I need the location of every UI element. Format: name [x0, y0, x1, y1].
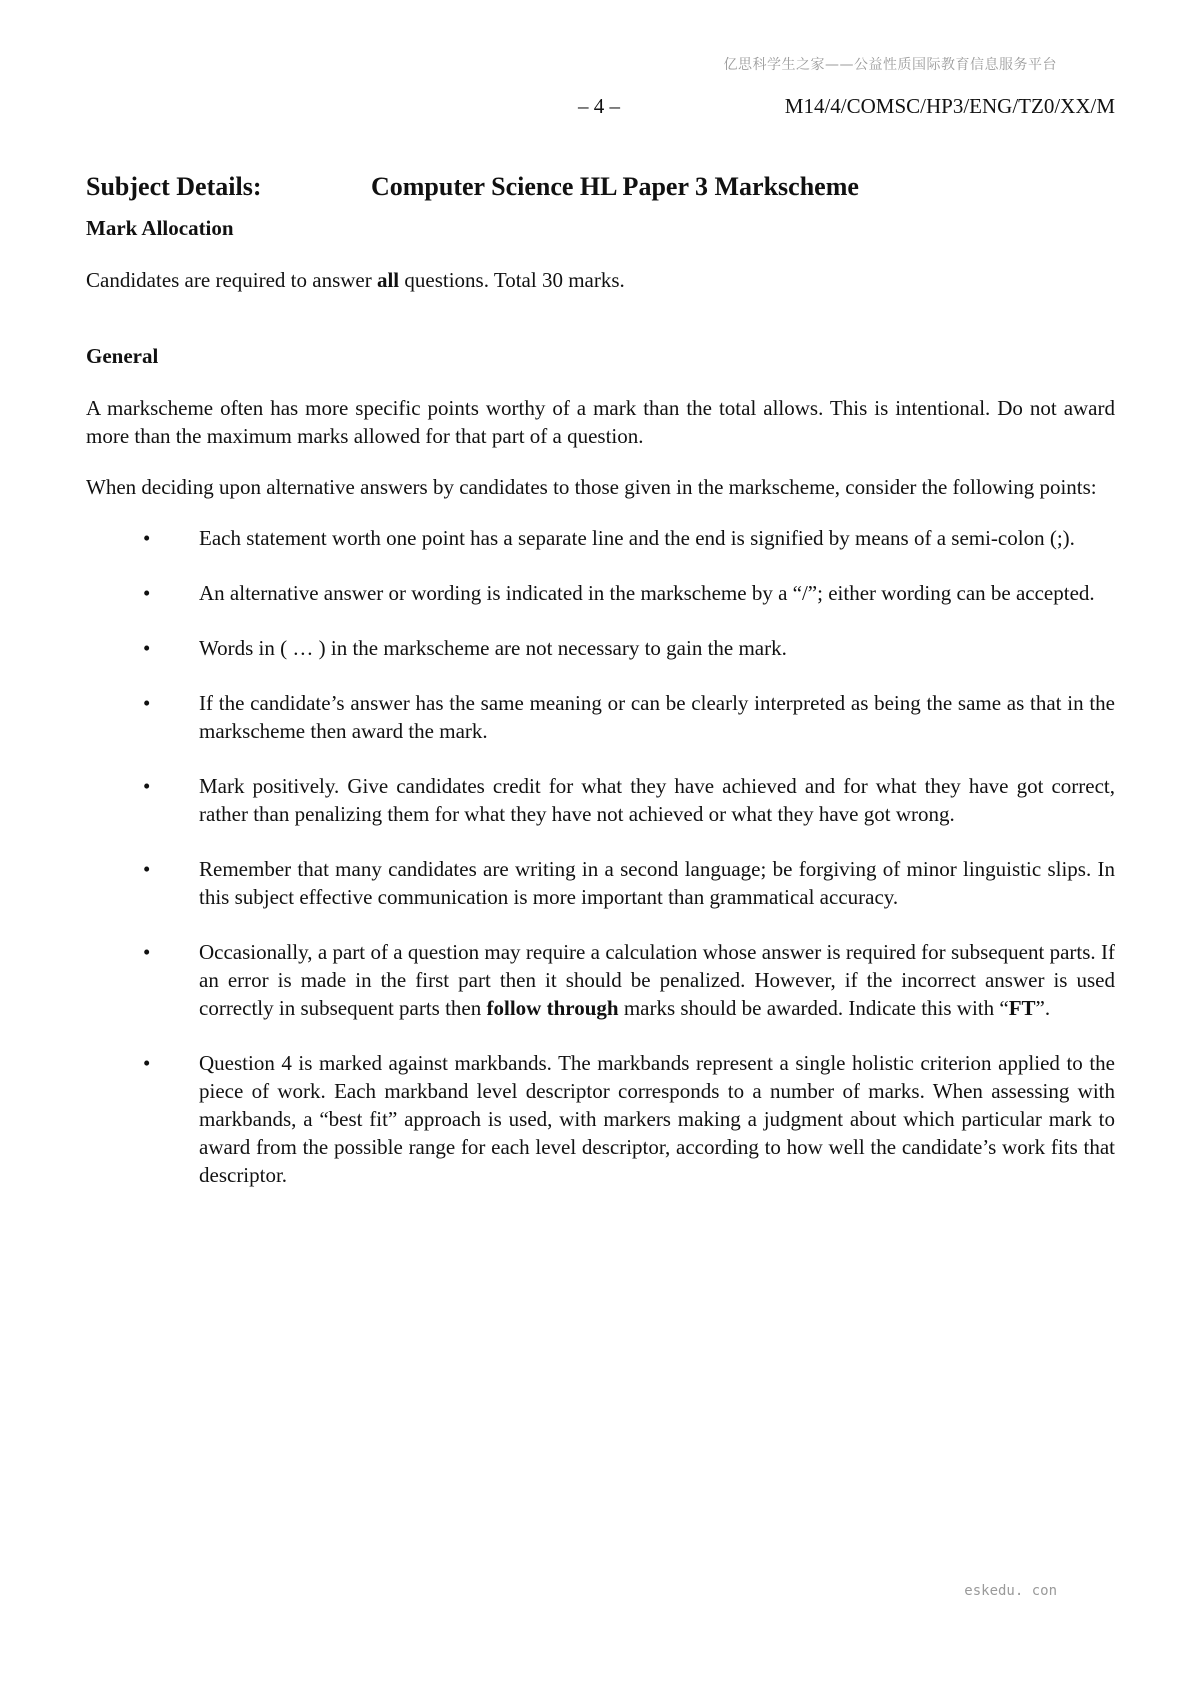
general-paragraph-2: When deciding upon alternative answers by candidates to those given in the markscheme, consider the following points: [86, 475, 1097, 499]
list-item-text: An alternative answer or wording is indicated in the markscheme by a “/”; either wording can be accepted. [199, 581, 1095, 605]
bullet-icon: • [143, 581, 151, 605]
list-item [86, 1049, 1115, 1189]
page-number: – 4 – [578, 94, 620, 118]
page-header [0, 94, 1191, 124]
bullet-icon: • [143, 1051, 151, 1075]
text-span: Candidates are required to answer [86, 268, 377, 292]
list-item-text [199, 940, 1115, 1020]
subject-details [86, 172, 859, 202]
bold-all: all [376, 268, 400, 292]
watermark-top: 亿思科学生之家——公益性质国际教育信息服务平台 [723, 57, 1057, 73]
bullet-icon: • [143, 636, 151, 660]
list-item [86, 579, 1115, 607]
list-item [86, 524, 1115, 552]
list-item-text: Words in ( … ) in the markscheme are not necessary to gain the mark. [199, 636, 787, 660]
subject-label: Subject Details: [86, 172, 262, 201]
list-item-text: If the candidate’s answer has the same meaning or can be clearly interpreted as being the same as that in the markscheme then award the mark. [199, 691, 1115, 743]
list-item [86, 634, 1115, 662]
list-item [86, 772, 1115, 828]
text-span: ”. [1035, 996, 1051, 1020]
mark-allocation-heading: Mark Allocation [86, 216, 234, 240]
list-item-text: Remember that many candidates are writing in a second language; be forgiving of minor linguistic slips. In this subject effective communication is more important than grammatical accuracy. [199, 857, 1115, 909]
list-item [86, 938, 1115, 1022]
general-section [86, 342, 1115, 1216]
text-span: Occasionally, a part of a question may require a calculation whose answer is required for subsequent parts. If an error is made in the first part then it should be penalized. However, if the incorrect answer is used correctly in subsequent parts then [199, 940, 1115, 1020]
bullet-icon: • [143, 940, 151, 964]
document-reference: M14/4/COMSC/HP3/ENG/TZ0/XX/M [784, 94, 1115, 118]
mark-allocation-section [86, 214, 1115, 294]
mark-allocation-text [86, 266, 1115, 294]
list-item [86, 689, 1115, 745]
list-item-text: Mark positively. Give candidates credit for what they have achieved and for what they have got correct, rather than penalizing them for what they have not achieved or what they have got wrong. [199, 774, 1115, 826]
list-item-text: Each statement worth one point has a separate line and the end is signified by means of a semi-colon (;). [199, 526, 1075, 550]
general-paragraph-1: A markscheme often has more specific points worthy of a mark than the total allows. This is intentional. Do not award more than the maximum marks allowed for that part of a question. [86, 396, 1115, 448]
bold-follow-through: follow through [486, 996, 619, 1020]
subject-title: Computer Science HL Paper 3 Markscheme [371, 172, 859, 201]
list-item-text: Question 4 is marked against markbands. The markbands represent a single holistic criterion applied to the piece of work. Each markband level descriptor corresponds to a number of marks. When assessing with markbands, a “best fit” approach is used, with markers making a judgment about which particular mark to award from the possible range for each level descriptor, according to how well the candidate’s work fits that descriptor. [199, 1051, 1115, 1187]
text-span: questions. Total 30 marks. [399, 268, 625, 292]
bullet-icon: • [143, 857, 151, 881]
watermark-bottom: eskedu. con [964, 1583, 1057, 1599]
bold-ft: FT [1008, 996, 1036, 1020]
bullet-icon: • [143, 691, 151, 715]
bullet-icon: • [143, 774, 151, 798]
text-span: marks should be awarded. Indicate this with “ [618, 996, 1009, 1020]
general-heading: General [86, 344, 159, 368]
bullet-icon: • [143, 526, 151, 550]
list-item [86, 855, 1115, 911]
guidance-list [86, 524, 1115, 1189]
